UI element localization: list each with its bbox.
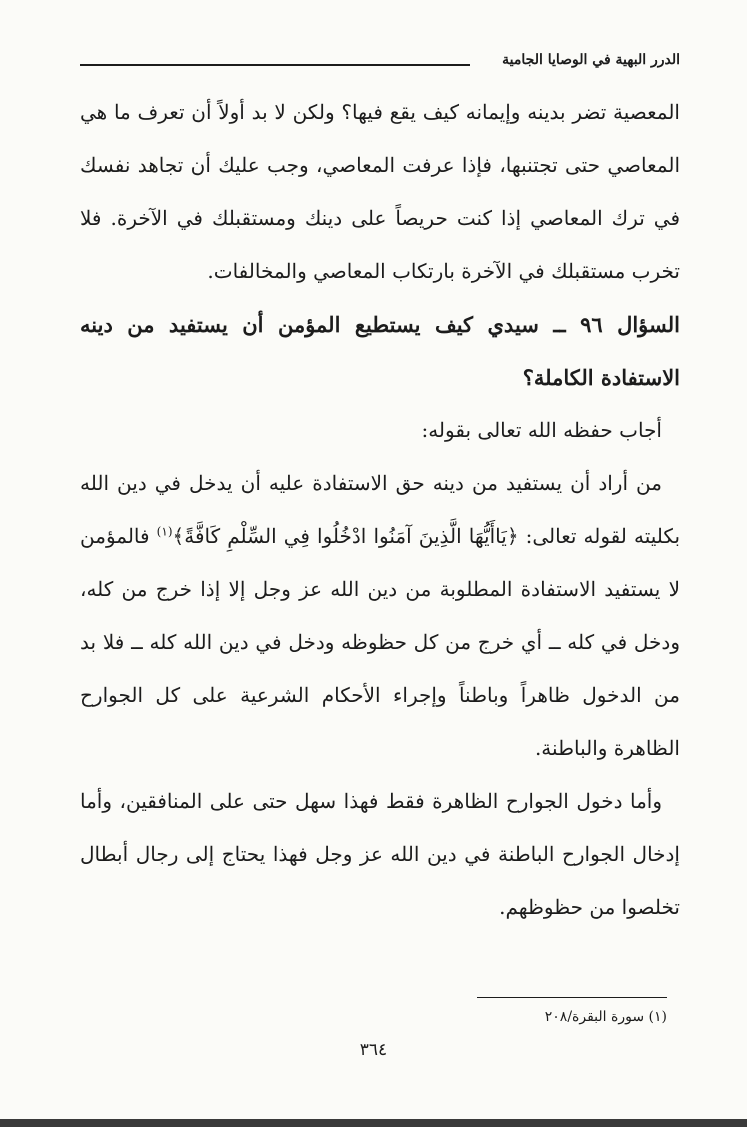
closing-paragraph: وأما دخول الجوارح الظاهرة فقط فهذا سهل حتى على المنافقين، وأما إدخال الجوارح الباطنة في دين الله عز وجل فهذا يحتاج إلى رجال أبطال تخلصوا من حظوظهم.	[80, 789, 680, 919]
answer-text-quran-verse: من أراد أن يستفيد من دينه حق الاستفادة عليه أن يدخل في دين الله بكليته لقوله تعالى: ﴿يَاأَيُّهَا الَّذِينَ آمَنُوا ادْخُلُوا فِي السِّلْمِ كَافَّةً﴾	[80, 471, 681, 548]
footnote-rule	[477, 997, 667, 998]
footnote-reference[interactable]: (١)	[156, 524, 173, 539]
answer-intro: أجاب حفظه الله تعالى بقوله:	[421, 418, 662, 442]
paragraph-continuation: المعصية تضر بدينه وإيمانه كيف يقع فيها؟ ولكن لا بد أولاً أن تعرف ما هي المعاصي حتى تجتنبها، فإذا عرفت المعاصي، وجب عليك أن تجاهد نفسك في ترك المعاصي إذا كنت حريصاً على دينك ومستقبلك في الآخرة. فلا تخرب مستقبلك في الآخرة بارتكاب المعاصي والمخالفات.	[80, 100, 681, 283]
footnote: (١) سورة البقرة/٢٠٨	[544, 1009, 667, 1025]
body-text	[80, 86, 680, 934]
page-bottom-edge	[0, 1119, 747, 1127]
running-header	[80, 50, 680, 76]
header-rule	[80, 64, 470, 66]
answer-text-continued: فالمؤمن لا يستفيد الاستفادة المطلوبة من دين الله عز وجل إلا إذا خرج من كله، ودخل في كله ــ أي خرج من كل حظوظه ودخل في دين الله كله ــ فلا بد من الدخول ظاهراً وباطناً وإجراء الأحكام الشرعية على كل الجوارح الظاهرة والباطنة.	[80, 524, 680, 760]
answer-paragraph	[80, 457, 680, 775]
page-number: ٣٦٤	[359, 1040, 388, 1060]
book-title: الدرر البهية في الوصايا الجامية	[492, 52, 680, 68]
question-heading: السؤال ٩٦ ــ سيدي كيف يستطيع المؤمن أن يستفيد من دينه الاستفادة الكاملة؟	[80, 312, 680, 390]
